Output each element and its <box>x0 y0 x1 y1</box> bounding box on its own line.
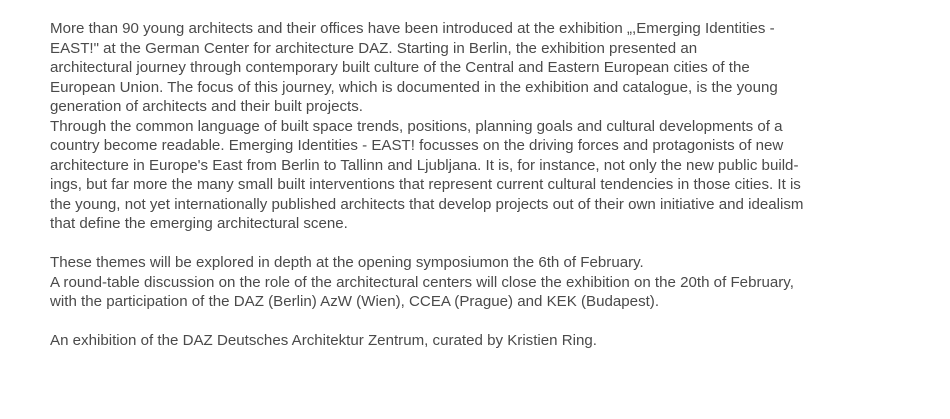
description-paragraph <box>50 117 950 234</box>
paragraph-spacer <box>50 234 950 254</box>
text-line: generation of architects and their built projects. <box>50 98 363 115</box>
credits-paragraph <box>50 331 950 351</box>
text-line: architecture in Europe's East from Berlin to Tallinn and Ljubljana. It is, for instance, not only the new public build- <box>50 156 799 174</box>
text-line: EAST!" at the German Center for architecture DAZ. Starting in Berlin, the exhibition presented an <box>50 39 698 57</box>
events-paragraph <box>50 253 950 312</box>
intro-paragraph <box>50 19 950 117</box>
paragraph-spacer <box>50 312 950 332</box>
text-line: with the participation of the DAZ (Berlin) AzW (Wien), CCEA (Prague) and KEK (Budapest). <box>50 293 660 310</box>
text-line: Through the common language of built space trends, positions, planning goals and cultural developments of a <box>50 117 783 135</box>
text-line: More than 90 young architects and their offices have been introduced at the exhibition „,Emerging Identities - <box>50 20 775 37</box>
text-line: A round-table discussion on the role of the architectural centers will close the exhibition on the 20th of February, <box>50 273 794 291</box>
article-body <box>50 19 950 351</box>
text-line: that define the emerging architectural scene. <box>50 215 348 232</box>
text-line: the young, not yet internationally published architects that develop projects out of their own initiative and idealism <box>50 195 804 213</box>
text-line: ings, but far more the many small built interventions that represent current cultural tendencies in those cities. It is <box>50 176 801 193</box>
text-line: These themes will be explored in depth at the opening symposiumon the 6th of February. <box>50 254 644 271</box>
text-line: European Union. The focus of this journey, which is documented in the exhibition and catalogue, is the young <box>50 78 778 96</box>
text-line: architectural journey through contemporary built culture of the Central and Eastern European cities of the <box>50 59 750 76</box>
text-line: country become readable. Emerging Identities - EAST! focusses on the driving forces and protagonists of new <box>50 137 784 154</box>
text-line: An exhibition of the DAZ Deutsches Architektur Zentrum, curated by Kristien Ring. <box>50 332 597 349</box>
